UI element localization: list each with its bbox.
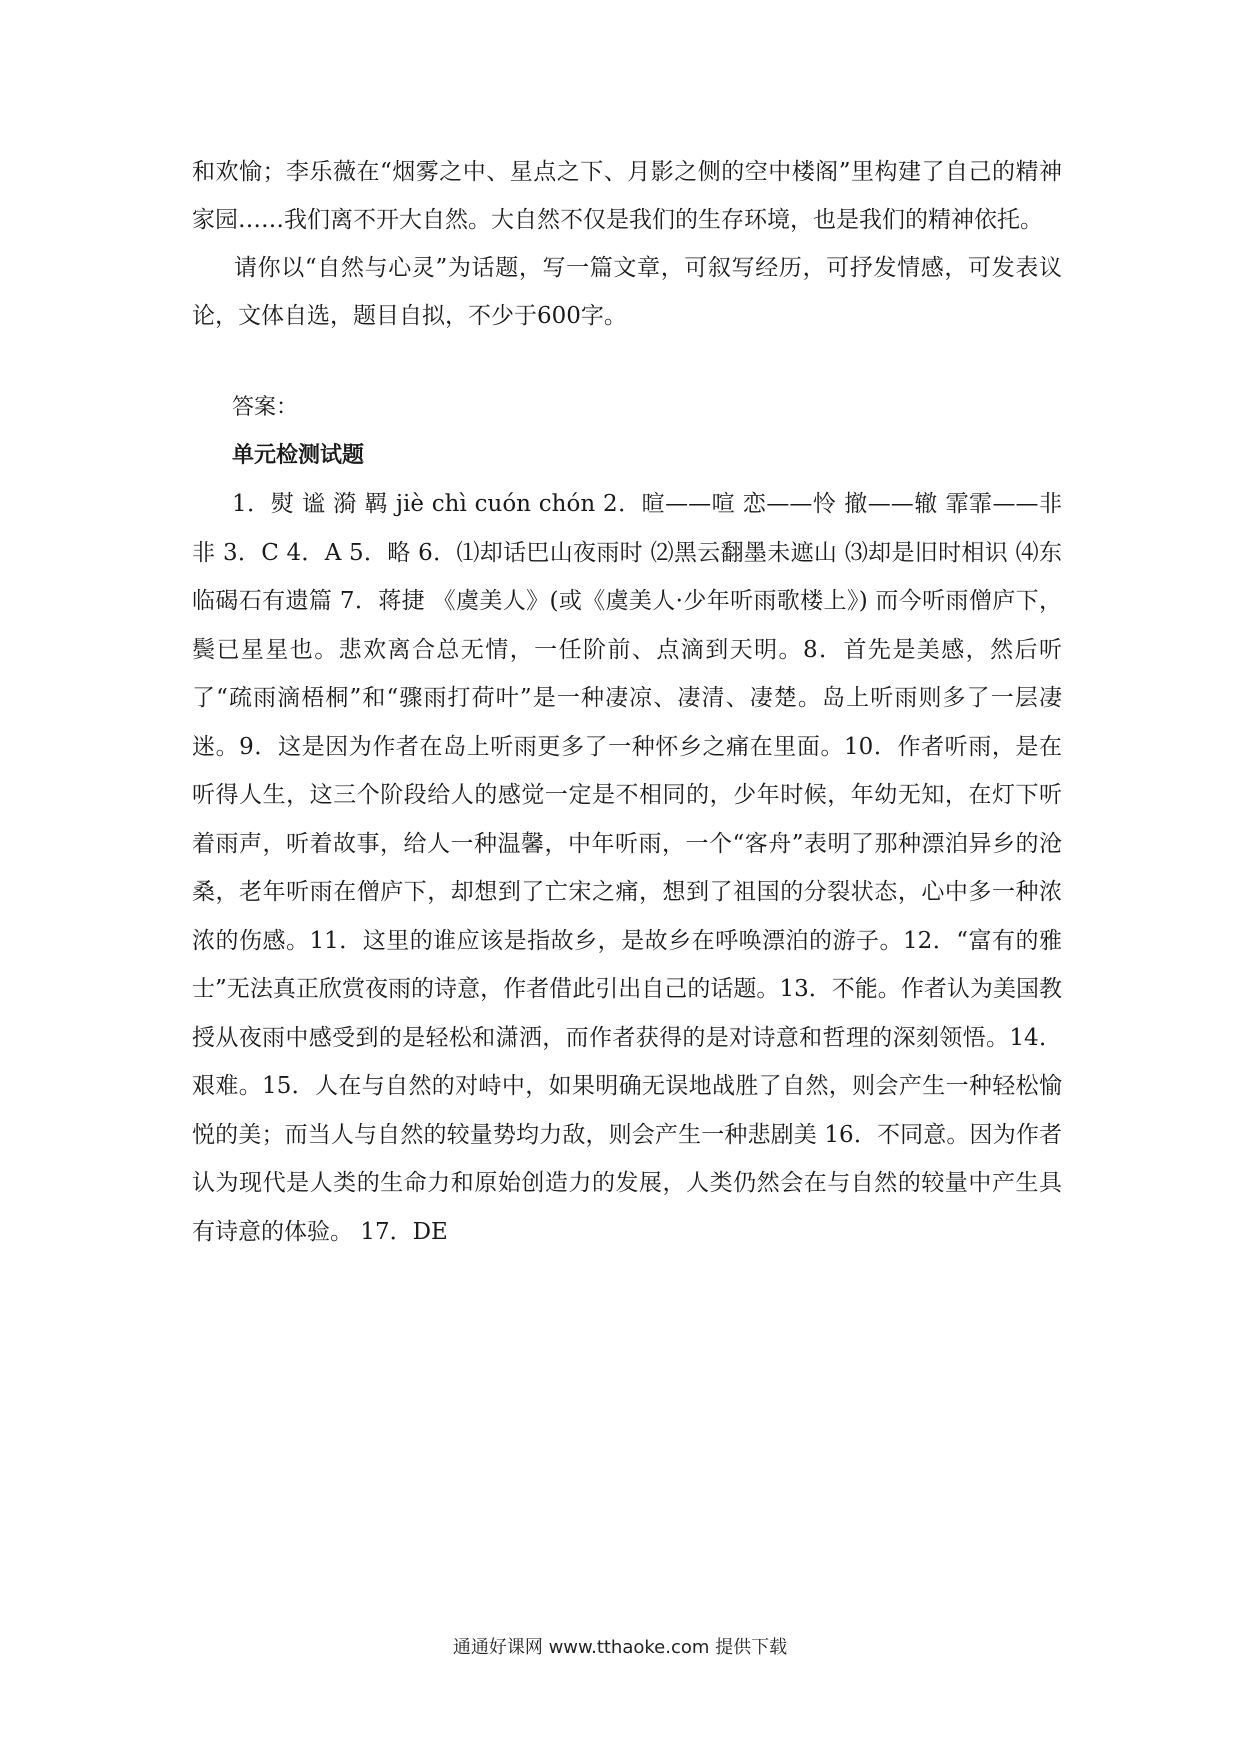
essay-prompt-paragraph-2: 请你以“自然与心灵”为话题，写一篇文章，可叙写经历，可抒发情感，可发表议论，文体自选，题目自拟，不少于600字。 <box>192 255 1062 329</box>
spacer <box>192 340 1062 384</box>
document-page <box>192 148 1062 1256</box>
answers-label: 答案： <box>232 395 299 420</box>
page-footer: 通通好课网 www.tthaoke.com 提供下载 <box>452 1637 788 1658</box>
essay-prompt-paragraph-1: 和欢愉；李乐薇在“烟雾之中、星点之下、月影之侧的空中楼阁”里构建了自己的精神家园……我们离不开大自然。大自然不仅是我们的生存环境，也是我们的精神依托。 <box>192 159 1062 233</box>
section-title: 单元检测试题 <box>232 443 365 468</box>
answers-body: 1．熨 谧 漪 羁 jiè chì cuón chón 2．暄——喧 恋——怜 撤——辙 霏霏——非非 3．C 4．A 5．略 6．⑴却话巴山夜雨时 ⑵黑云翻墨未遮山 ⑶却是旧时相识 ⑷东临碣石有遗篇 7．蒋捷 《虞美人》(或《虞美人·少年听雨歌楼上》) 而今听雨僧庐下，鬓已星星也。悲欢离合总无情，一任阶前、点滴到天明。8．首先是美感，然后听了“疏雨滴梧桐”和“骤雨打荷叶”是一种凄凉、凄清、凄楚。岛上听雨则多了一层凄迷。9．这是因为作者在岛上听雨更多了一种怀乡之痛在里面。10．作者听雨，是在听得人生，这三个阶段给人的感觉一定是不相同的，少年时候，年幼无知，在灯下听着雨声，听着故事，给人一种温馨，中年听雨，一个“客舟”表明了那种漂泊异乡的沧桑，老年听雨在僧庐下，却想到了亡宋之痛，想到了祖国的分裂状态，心中多一种浓浓的伤感。11．这里的谁应该是指故乡，是故乡在呼唤漂泊的游子。12．“富有的雅士”无法真正欣赏夜雨的诗意，作者借此引出自己的话题。13．不能。作者认为美国教授从夜雨中感受到的是轻松和潇洒，而作者获得的是对诗意和哲理的深刻领悟。14．艰难。15．人在与自然的对峙中，如果明确无误地战胜了自然，则会产生一种轻松愉悦的美；而当人与自然的较量势均力敌，则会产生一种悲剧美 16．不同意。因为作者认为现代是人类的生命力和原始创造力的发展，人类仍然会在与自然的较量中产生具有诗意的体验。 17．DE <box>192 491 1062 1245</box>
